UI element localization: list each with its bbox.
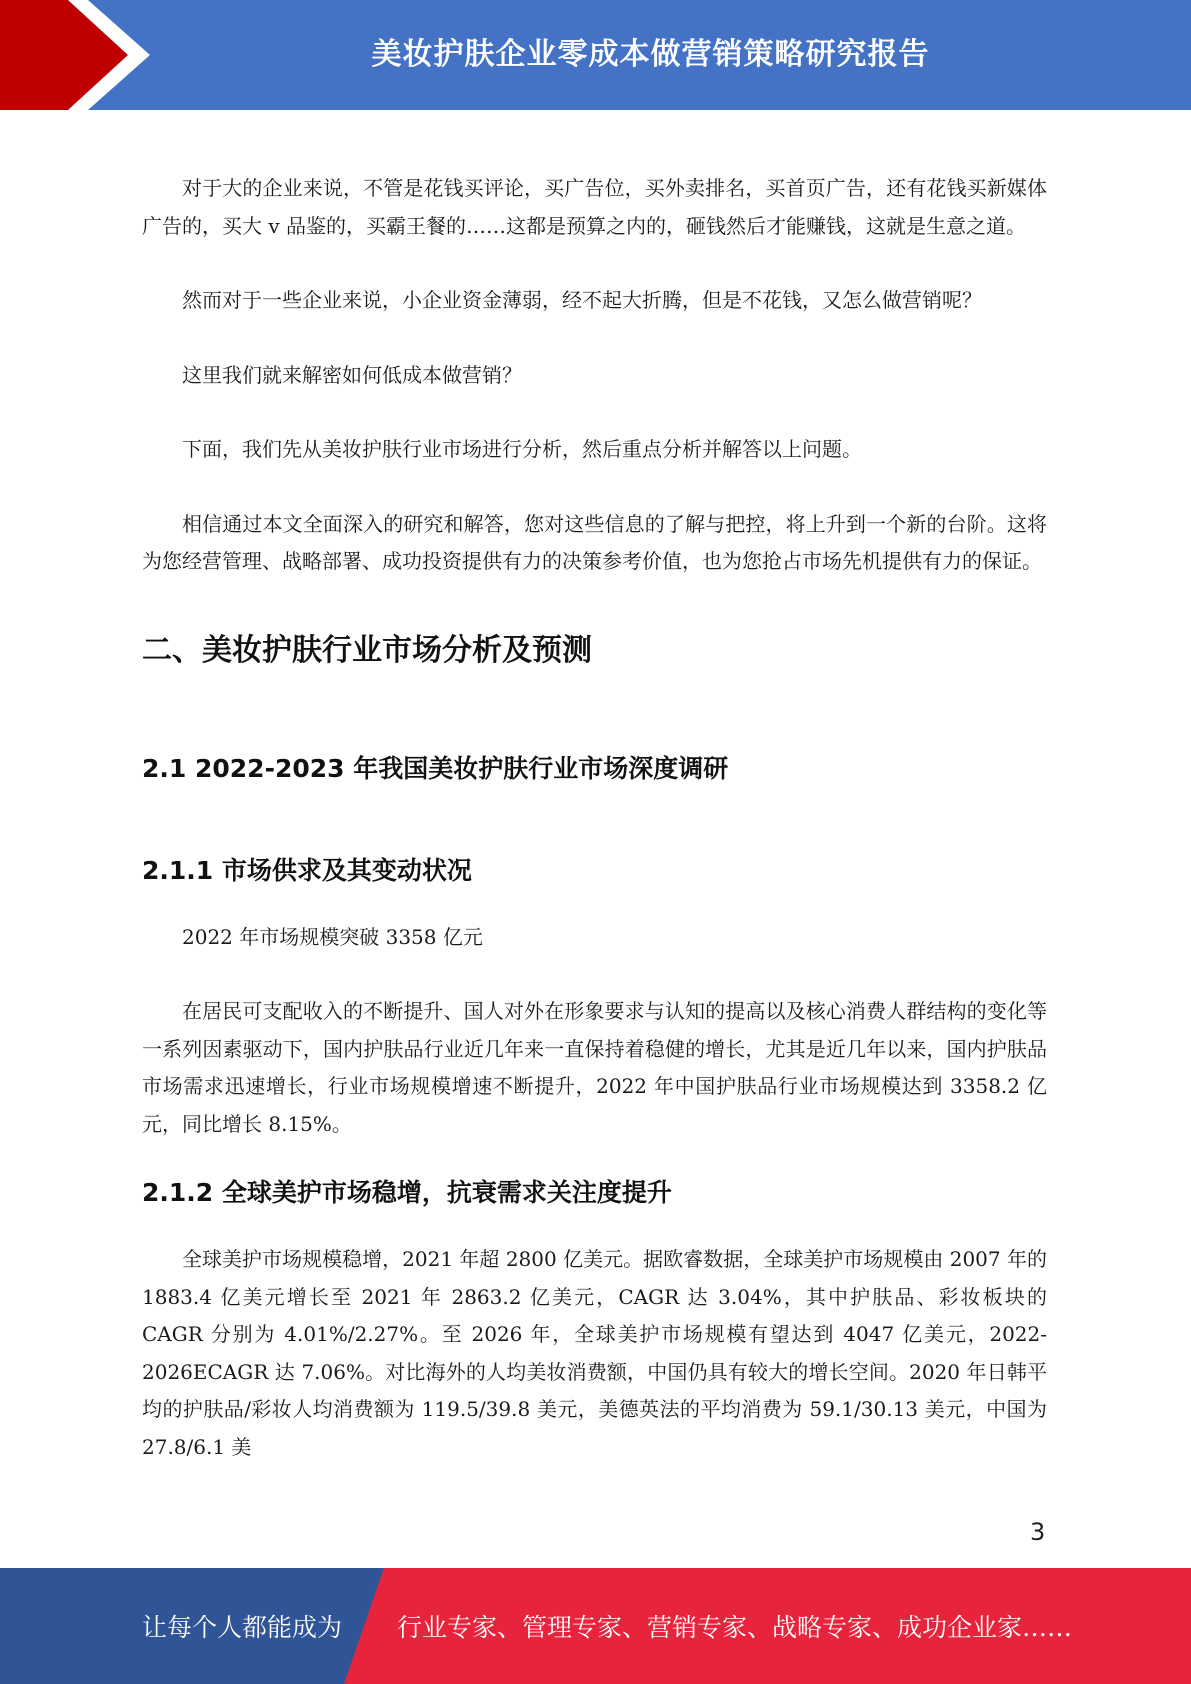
footer-slogan-right: 行业专家、管理专家、营销专家、战略专家、成功企业家…… <box>397 1613 1073 1642</box>
subsubsection-heading-global: 2.1.2 全球美护市场稳增，抗衰需求关注度提升 <box>142 1178 672 1207</box>
paragraph-outline: 下面，我们先从美妆护肤行业市场进行分析，然后重点分析并解答以上问题。 <box>182 437 862 461</box>
paragraph-low-cost: 这里我们就来解密如何低成本做营销？ <box>182 362 522 387</box>
paragraph-value: 相信通过本文全面深入的研究和解答，您对这些信息的了解与把控，将上升到一个新的台阶。这将为您经营管理、战略部署、成功投资提供有力的决策参考价值，也为您抢占市场先机提供有力的保证。 <box>142 511 1047 573</box>
subsection-heading: 2.1 2022-2023 年我国美妆护肤行业市场深度调研 <box>142 753 729 783</box>
section-heading: 二、美妆护肤行业市场分析及预测 <box>142 632 592 668</box>
header-bar <box>0 0 1191 110</box>
paragraph-market-size: 2022 年市场规模突破 3358 亿元 <box>182 924 483 949</box>
paragraph-intro: 对于大的企业来说，不管是花钱买评论，买广告位，买外卖排名，买首页广告，还有花钱买新媒体广告的，买大 v 品鉴的，买霸王餐的……这都是预算之内的，砸钱然后才能赚钱，这就是生意之道。 <box>142 176 1047 238</box>
footer-bar <box>0 1568 1191 1684</box>
paragraph-global-market: 全球美护市场规模稳增，2021 年超 2800 亿美元。据欧睿数据，全球美护市场规模由 2007 年的 1883.4 亿美元增长至 2021 年 2863.2 亿美元，CAGR 达 3.04%，其中护肤品、彩妆板块的 CAGR 分别为 4.01%/2.27%。至 2026 年，全球美护市场规模有望达到 4047 亿美元，2022-2026ECAGR 达 7.06%。对比海外的人均美妆消费额，中国仍具有较大的增长空间。2020 年日韩平均的护肤品/彩妆人均消费额为 119.5/39.8 美元，美德英法的平均消费为 59.1/30.13 美元，中国为 27.8/6.1 美 <box>142 1247 1047 1459</box>
report-title: 美妆护肤企业零成本做营销策略研究报告 <box>371 37 930 72</box>
page-number: 3 <box>1030 1518 1046 1546</box>
footer-slogan-left: 让每个人都能成为 <box>142 1613 343 1642</box>
page-content <box>142 170 1047 1503</box>
subsubsection-heading-supply: 2.1.1 市场供求及其变动状况 <box>142 855 472 885</box>
paragraph-question: 然而对于一些企业来说，小企业资金薄弱，经不起大折腾，但是不花钱，又怎么做营销呢？ <box>182 288 982 312</box>
paragraph-domestic-growth: 在居民可支配收入的不断提升、国人对外在形象要求与认知的提高以及核心消费人群结构的变化等一系列因素驱动下，国内护肤品行业近几年来一直保持着稳健的增长，尤其是近几年以来，国内护肤品市场需求迅速增长，行业市场规模增速不断提升，2022 年中国护肤品行业市场规模达到 3358.2 亿元，同比增长 8.15%。 <box>142 999 1047 1136</box>
